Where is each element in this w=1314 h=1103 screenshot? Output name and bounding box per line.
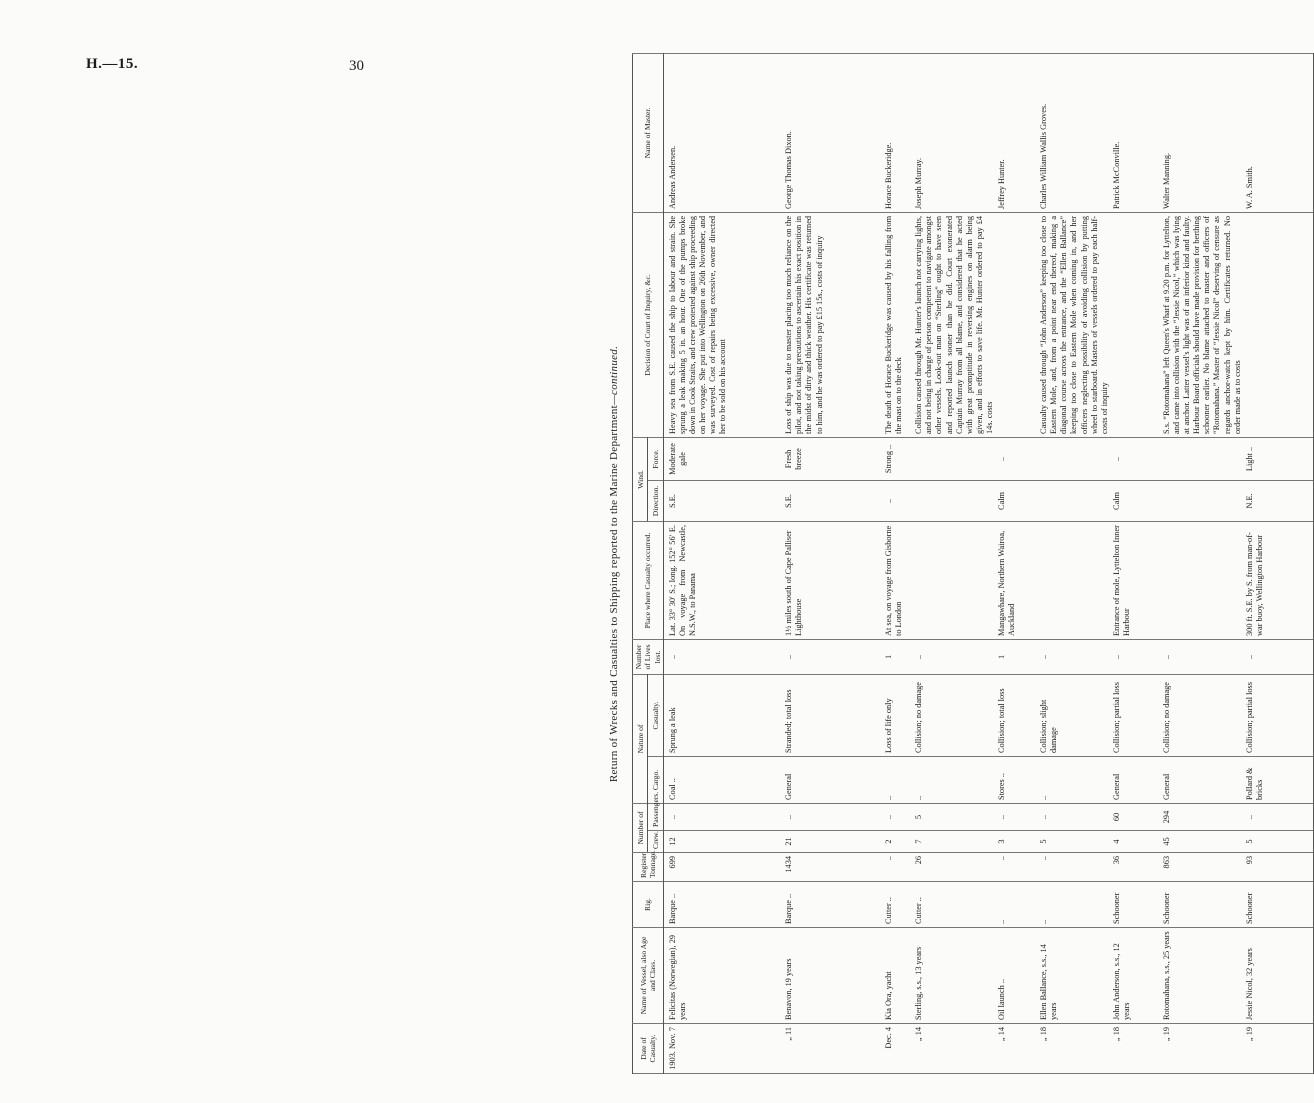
wrecks-table [632,53,1314,1074]
cell-tonnage: .. [996,853,1038,882]
cell-passengers: .. [883,803,913,830]
cell-lives: 1 [996,639,1038,674]
cell-tonnage: 36 [1111,853,1161,882]
cell-master: Patrick McConville. [1111,53,1161,212]
col-decision: Decision of Court of Inquiry, &c. [633,212,664,437]
cell-decision: Loss of ship was due to master placing too much reliance on the pilot, and not taking precautions to ascertain his exact position in the midst of dirty and thick weather. His certificate was returned to him, and he was ordered to pay £15 15s., costs of inquiry [783,212,883,437]
cell-lives: .. [1111,639,1161,674]
cell-date: „ 14 [913,1024,996,1074]
cell-place: 300 ft. S.E. by S. from man-of-war buoy, Wellington Harbour [1244,521,1314,639]
cell-place [1038,521,1111,639]
cell-decision: The death of Horace Buckeridge was caused by his falling from the mast on to the deck [883,212,913,437]
cell-force [913,437,996,480]
col-number-of: Number of [633,803,648,852]
cell-decision: S.s. “Rotomahana” left Queen's Wharf at 9.20 p.m. for Lyttelton, and came into collision with the “Jessie Nicol,” which was lying at anchor. Latter vessel's light was of an inferior kind and faulty. Harbour Board officials should have made provision for berthing schooner earlier. No blame attached to master and officers of “Rotomahana.” Master of “Jessie Nicol” deserving of censure as regards anchor-watch kept by him. Certificates returned. No order made as to costs [1161,212,1244,437]
cell-decision: Heavy sea from S.E. caused the ship to labour and strain. She sprung a leak making 5 in. an hour. One of the pumps broke down in Cook Straits, and crew protested against ship proceeding on her voyage. She put into Wellington on 26th November, and was surveyed. Cost of repairs being excessive, owner directed her to be sold on his account [663,212,783,437]
cell-force: Strong .. [883,437,913,480]
table-row [913,53,996,1073]
cell-crew: 5 [1038,831,1111,853]
cell-cargo: Coal .. [663,756,783,803]
cell-master: Charles William Wallis Groves. [1038,53,1111,212]
cell-force: Fresh breeze [783,437,883,480]
cell-casualty: Collision; partial loss [1244,674,1314,756]
cell-casualty: Collision; no damage [1161,674,1244,756]
cell-master: Andreas Andersen. [663,53,783,212]
cell-place: Mangawhare, Northern Wairoa, Auckland [996,521,1038,639]
cell-cargo: .. [1038,756,1111,803]
cell-date: „ 19 [1244,1024,1314,1074]
cell-master: George Thomas Dixon. [783,53,883,212]
cell-crew: 5 [1244,831,1314,853]
cell-direction: .. [883,480,913,521]
cell-lives: .. [663,639,783,674]
cell-vessel: Rotomahana, s.s., 25 years [1161,928,1244,1024]
cell-vessel: Sterling, s.s., 13 years [913,928,996,1024]
cell-passengers: .. [996,803,1038,830]
cell-place: Entrance of mole, Lyttelton Inner Harbour [1111,521,1161,639]
cell-vessel: Jessie Nicol, 32 years [1244,928,1314,1024]
col-vessel: Name of Vessel, also Age and Class. [633,928,664,1024]
cell-direction: S.E. [783,480,883,521]
cell-cargo: .. [883,756,913,803]
cell-direction [913,480,996,521]
col-date: Date of Casualty. [633,1024,664,1074]
cell-rig: Schooner [1111,882,1161,928]
cell-rig: Cutter .. [913,882,996,928]
cell-place: Lat. 33° 30′ S.; long. 152° 56′ E. On voyage from Newcastle, N.S.W., to Panama [663,521,783,639]
cell-vessel: Felicitas (Norwegian), 29 years [663,928,783,1024]
cell-direction: Calm [1111,480,1161,521]
cell-decision [1244,212,1314,437]
cell-casualty: Collision; total loss [996,674,1038,756]
cell-tonnage: .. [1038,853,1111,882]
cell-rig: Cutter .. [883,882,913,928]
col-rig: Rig. [633,882,664,928]
cell-cargo: General [783,756,883,803]
cell-master: Joseph Murray. [913,53,996,212]
cell-force [1038,437,1111,480]
table-row [1161,53,1244,1073]
cell-lives: .. [913,639,996,674]
cell-lives: .. [1038,639,1111,674]
cell-tonnage: 93 [1244,853,1314,882]
cell-casualty: Stranded; total loss [783,674,883,756]
cell-place [913,521,996,639]
table-row [663,53,783,1073]
cell-date: „ 19 [1161,1024,1244,1074]
cell-rig: Barque .. [663,882,783,928]
cell-cargo: General [1111,756,1161,803]
cell-decision: Casualty caused through “John Anderson” keeping too close to Eastern Mole, and, from a point near end thereof, making a diagonal course across the entrance, and the “Ellen Ballance” keeping too close to Eastern Mole when coming in, and her officers neglecting possibility of avoiding collision by putting wheel to starboard. Masters of vessels ordered to pay each half-costs of inquiry [1038,212,1111,437]
cell-tonnage: 26 [913,853,996,882]
cell-casualty: Loss of life only [883,674,913,756]
cell-casualty: Collision; slight damage [1038,674,1111,756]
col-force: Force. [648,437,663,480]
cell-date: „ 14 [996,1024,1038,1074]
cell-date: „ 18 [1111,1024,1161,1074]
table-row [996,53,1038,1073]
cell-rig: Schooner [1161,882,1244,928]
cell-force: .. [1111,437,1161,480]
cell-rig: Barque .. [783,882,883,928]
cell-lives: 1 [883,639,913,674]
rotated-table-region [608,54,1264,1074]
cell-master: Walter Manning. [1161,53,1244,212]
cell-lives: .. [1161,639,1244,674]
cell-cargo: Pollard & bricks [1244,756,1314,803]
cell-tonnage: 863 [1161,853,1244,882]
col-lives: Number of Lives lost. [633,639,664,674]
col-place: Place where Casualty occurred. [633,521,664,639]
cell-crew: 3 [996,831,1038,853]
cell-rig: Schooner [1244,882,1314,928]
cell-direction [1161,480,1244,521]
cell-vessel: Benavon, 19 years [783,928,883,1024]
cell-place: 1½ miles south of Cape Palliser Lighthouse [783,521,883,639]
cell-direction: N.E. [1244,480,1314,521]
cell-casualty: Collision; no damage [913,674,996,756]
table-row [883,53,913,1073]
cell-crew: 2 [883,831,913,853]
cell-crew: 7 [913,831,996,853]
cell-vessel: Ellen Ballance, s.s., 14 years [1038,928,1111,1024]
col-master: Name of Master. [633,53,664,212]
table-title-main: Return of Wrecks and Casualties to Shipping reported to the Marine Department [608,405,620,783]
col-tonnage: Register Tonnage. [633,853,664,882]
col-nature-of: Nature of [633,674,648,803]
cell-direction [1038,480,1111,521]
cell-date: 1903. Nov. 7 [663,1024,783,1074]
cell-decision [1111,212,1161,437]
cell-master: W. A. Smith. [1244,53,1314,212]
page-number: 30 [349,58,364,74]
cell-rig: .. [996,882,1038,928]
cell-master: Jeffrey Hunter. [996,53,1038,212]
cell-passengers: .. [663,803,783,830]
cell-passengers: .. [783,803,883,830]
cell-passengers: 5 [913,803,996,830]
cell-date: „ 18 [1038,1024,1111,1074]
cell-casualty: Sprung a leak [663,674,783,756]
cell-decision [996,212,1038,437]
cell-casualty: Collision; partial loss [1111,674,1161,756]
cell-crew: 21 [783,831,883,853]
cell-passengers: 294 [1161,803,1244,830]
cell-crew: 4 [1111,831,1161,853]
cell-passengers: .. [1244,803,1314,830]
table-title-continued: —continued. [608,345,620,406]
col-wind: Wind. [633,437,648,521]
col-passengers: Passengers. [648,803,663,830]
table-row [1038,53,1111,1073]
cell-force [1161,437,1244,480]
cell-direction: S.E. [663,480,783,521]
cell-direction: Calm [996,480,1038,521]
col-direction: Direction. [648,480,663,521]
col-crew: Crew. [648,831,663,853]
col-cargo: Cargo. [648,756,663,803]
cell-tonnage: 1434 [783,853,883,882]
cell-date: „ 11 [783,1024,883,1074]
cell-vessel: Oil launch .. [996,928,1038,1024]
cell-cargo: Stores .. [996,756,1038,803]
cell-force: .. [996,437,1038,480]
cell-force: Light .. [1244,437,1314,480]
cell-tonnage: 699 [663,853,783,882]
cell-force: Moderate gale [663,437,783,480]
cell-vessel: Kia Ora, yacht [883,928,913,1024]
cell-passengers: 60 [1111,803,1161,830]
table-row [1244,53,1314,1073]
cell-decision: Collision caused through Mr. Hunter's launch not carrying lights, and not being in charge of person competent to navigate amongst other vessels. Look-out man on “Sterling” ought to have seen and reported launch sooner than he did. Court exonerated Captain Murray from all blame, and considered that he acted with great promptitude in reversing engines on alarm being given, and in efforts to save life. Mr. Hunter ordered to pay £4 14s. costs [913,212,996,437]
cell-master: Horace Buckeridge. [883,53,913,212]
cell-vessel: John Anderson, s.s., 12 years [1111,928,1161,1024]
col-casualty: Casualty. [648,674,663,756]
cell-cargo: General [1161,756,1244,803]
table-row [1111,53,1161,1073]
table-title [608,54,628,1074]
cell-crew: 45 [1161,831,1244,853]
cell-cargo: .. [913,756,996,803]
report-reference: H.—15. [86,56,139,72]
cell-passengers: .. [1038,803,1111,830]
cell-place [1161,521,1244,639]
cell-lives: .. [783,639,883,674]
cell-place: At sea, on voyage from Gisborne to London [883,521,913,639]
cell-rig: .. [1038,882,1111,928]
cell-date: Dec. 4 [883,1024,913,1074]
cell-tonnage: .. [883,853,913,882]
table-row [783,53,883,1073]
cell-lives: .. [1244,639,1314,674]
cell-crew: 12 [663,831,783,853]
